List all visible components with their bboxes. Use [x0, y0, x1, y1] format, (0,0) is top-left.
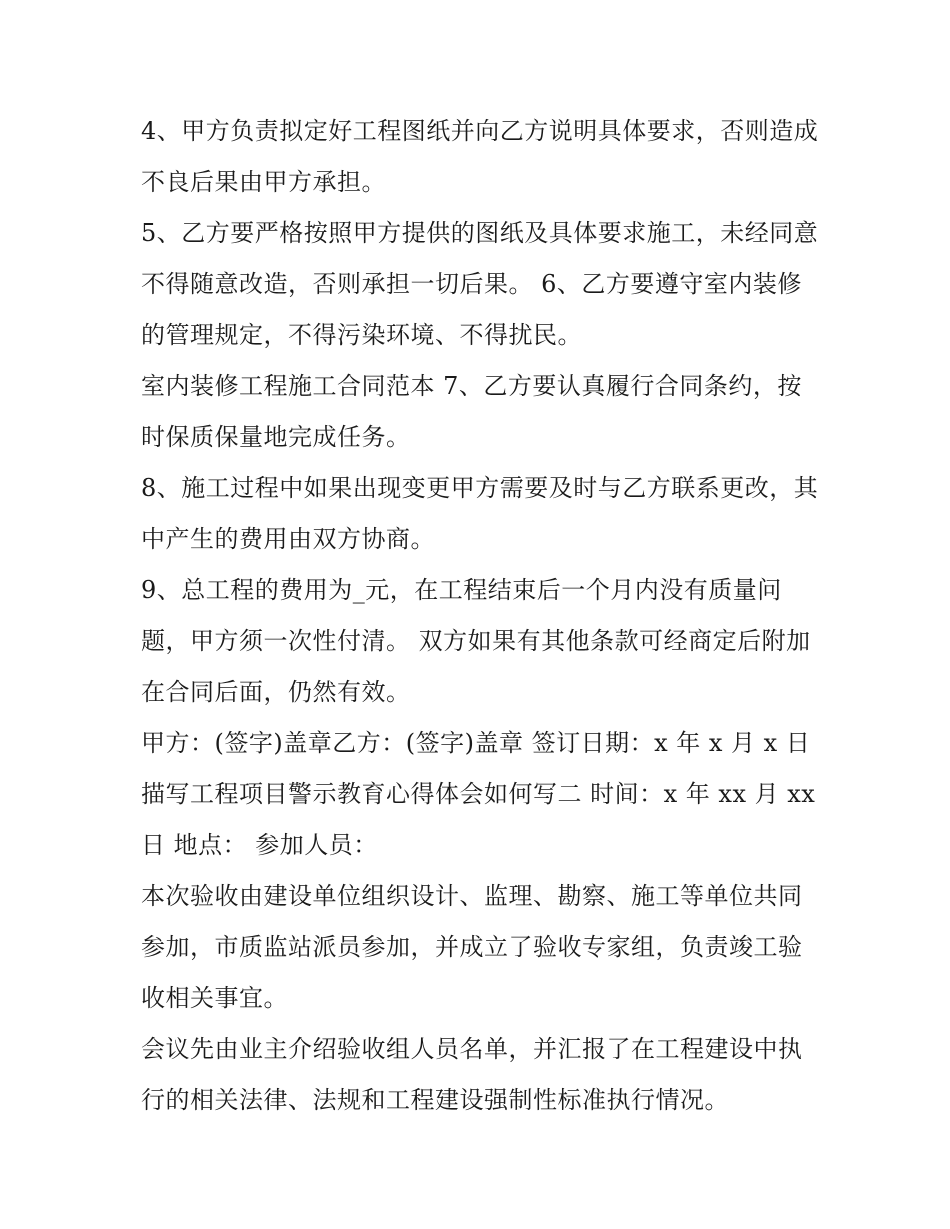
paragraph-clause-5-6: 5、乙方要严格按照甲方提供的图纸及具体要求施工，未经同意不得随意改造，否则承担一切后果。 6、乙方要遵守室内装修的管理规定，不得污染环境、不得扰民。 [141, 219, 819, 349]
paragraph-signature-meeting-info: 甲方：(签字)盖章乙方：(签字)盖章 签订日期：x 年 x 月 x 日 描写工程项目警示教育心得体会如何写二 时间：x 年 xx 月 xx 日 地点： 参加人员： [141, 729, 816, 859]
paragraph-clause-9: 9、总工程的费用为_元，在工程结束后一个月内没有质量问题，甲方须一次性付清。 双方如果有其他条款可经商定后附加在合同后面，仍然有效。 [141, 576, 811, 706]
paragraph-clause-7: 室内装修工程施工合同范本 7、乙方要认真履行合同条约，按时保质保量地完成任务。 [141, 372, 802, 451]
paragraph-clause-4: 4、甲方负责拟定好工程图纸并向乙方说明具体要求，否则造成不良后果由甲方承担。 [141, 117, 819, 196]
paragraph-clause-8: 8、施工过程中如果出现变更甲方需要及时与乙方联系更改，其中产生的费用由双方协商。 [141, 474, 819, 553]
paragraph-meeting-report: 会议先由业主介绍验收组人员名单，并汇报了在工程建设中执行的相关法律、法规和工程建设强制性标准执行情况。 [141, 1035, 803, 1114]
paragraph-acceptance: 本次验收由建设单位组织设计、监理、勘察、施工等单位共同参加，市质监站派员参加，并成立了验收专家组，负责竣工验收相关事宜。 [141, 882, 803, 1012]
document-body [141, 106, 821, 1126]
